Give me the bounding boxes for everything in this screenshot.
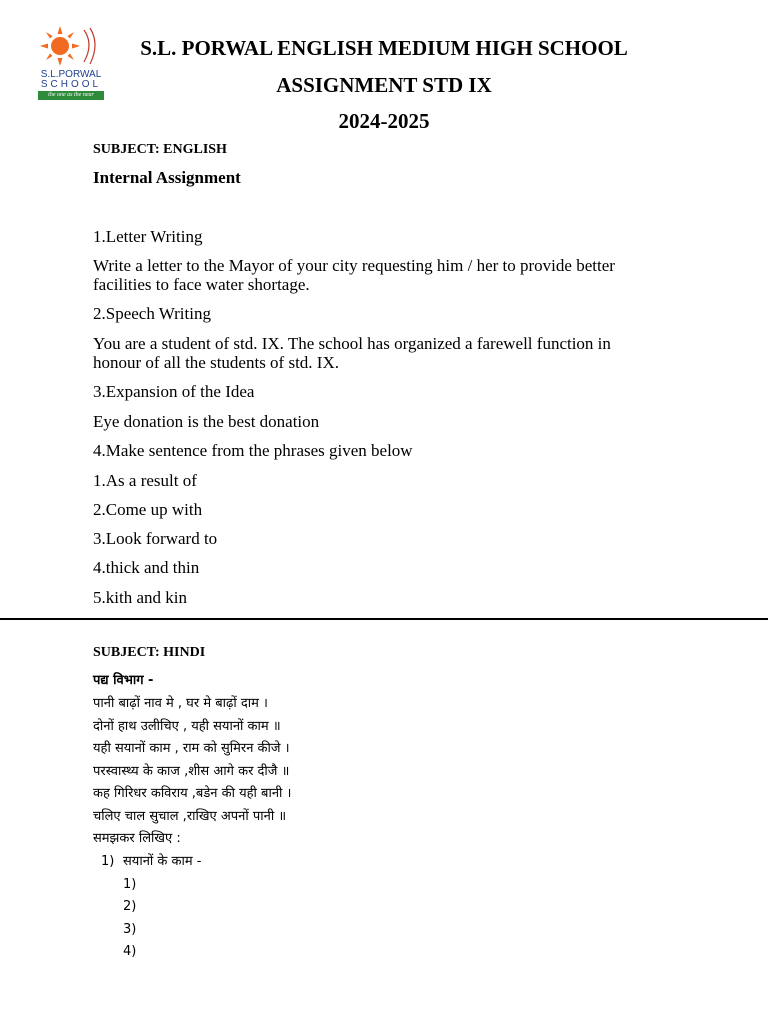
poem-line: दोनों हाथ उलीचिए , यही सयानों काम ॥: [93, 719, 281, 734]
logo-name-line1: S.L.PORWAL: [40, 69, 102, 80]
hindi-subject-heading: SUBJECT: HINDI: [93, 645, 206, 660]
poem-line: परस्वास्थ्य के काज ,शीस आगे कर दीजै ॥: [93, 764, 290, 779]
hindi-q1-text: सयानों के काम -: [123, 854, 202, 869]
answer-slot: 2): [123, 899, 137, 914]
q2-title: 2.Speech Writing: [93, 304, 211, 323]
english-subject-heading: SUBJECT: ENGLISH: [93, 142, 227, 157]
hindi-section-title: पद्य विभाग -: [93, 673, 154, 688]
phrase-item: 3.Look forward to: [93, 529, 218, 548]
q1-text-line1: Write a letter to the Mayor of your city requesting him / her to provide better: [93, 256, 615, 275]
answer-slot: 4): [123, 944, 137, 959]
english-section-title: Internal Assignment: [93, 168, 241, 187]
q2-text-line1: You are a student of std. IX. The school has organized a farewell function in: [93, 334, 611, 353]
q3-text: Eye donation is the best donation: [93, 412, 320, 431]
poem-line: यही सयानों काम , राम को सुमिरन कीजे ।: [93, 741, 290, 756]
academic-year: 2024-2025: [338, 109, 430, 133]
phrase-item: 1.As a result of: [93, 471, 197, 490]
q1-title: 1.Letter Writing: [93, 227, 203, 246]
answer-slot: 3): [123, 922, 137, 937]
phrase-item: 2.Come up with: [93, 500, 203, 519]
hindi-q1-number: 1): [101, 854, 115, 869]
q1-text-line2: facilities to face water shortage.: [93, 275, 310, 294]
logo-name-line2: SCHOOL: [40, 79, 102, 90]
phrase-item: 5.kith and kin: [93, 588, 187, 607]
section-divider: [0, 618, 768, 620]
poem-line: पानी बाढ़ों नाव मे , घर मे बाढ़ों दाम ।: [93, 696, 268, 711]
q2-text-line2: honour of all the students of std. IX.: [93, 353, 339, 372]
hindi-instruction: समझकर लिखिए :: [93, 831, 181, 846]
phrase-item: 4.thick and thin: [93, 558, 200, 577]
q4-title: 4.Make sentence from the phrases given below: [93, 441, 413, 460]
logo-tagline: the one as the near: [38, 91, 104, 100]
poem-line: चलिए चाल सुचाल ,राखिए अपनों पानी ॥: [93, 809, 287, 824]
answer-slot: 1): [123, 877, 137, 892]
assignment-title: ASSIGNMENT STD IX: [276, 73, 492, 97]
q3-title: 3.Expansion of the Idea: [93, 382, 255, 401]
school-name: S.L. PORWAL ENGLISH MEDIUM HIGH SCHOOL: [140, 36, 628, 60]
poem-line: कह गिरिधर कविराय ,बडेन की यही बानी ।: [93, 786, 292, 801]
